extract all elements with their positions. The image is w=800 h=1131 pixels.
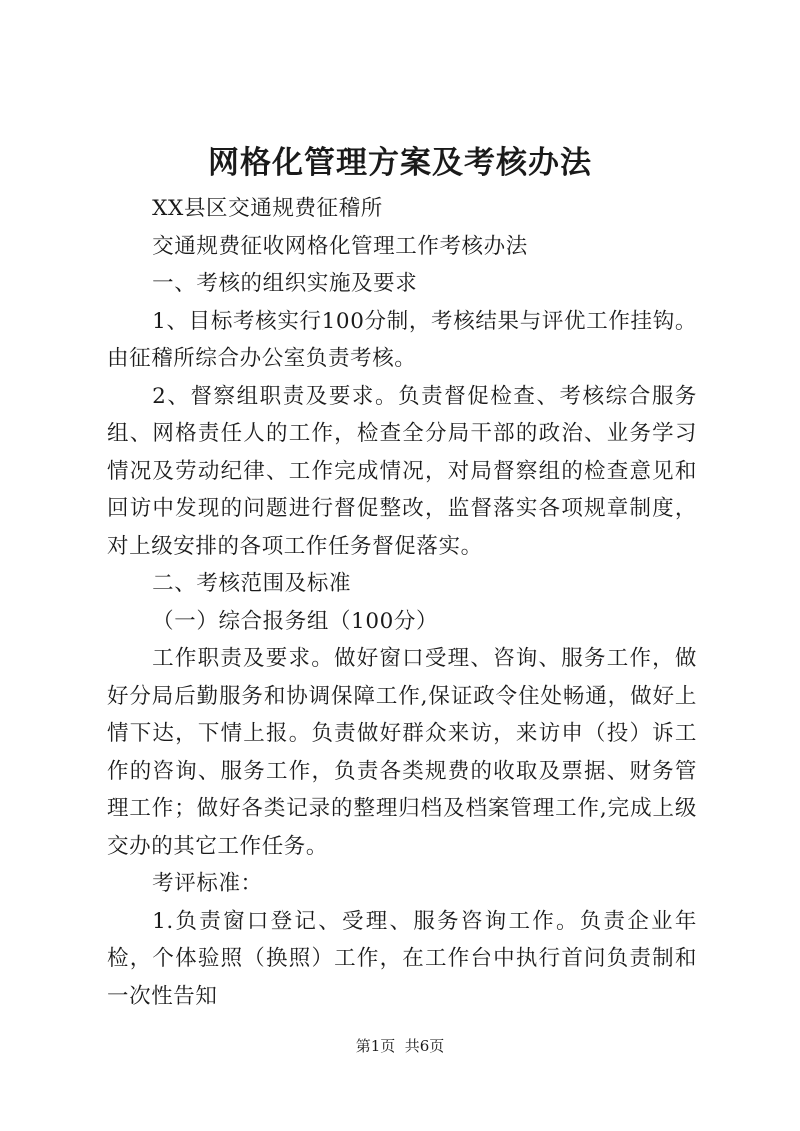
document-body [107,190,697,1015]
paragraph-item-2: 2、督察组职责及要求。负责督促检查、考核综合服务组、网格责任人的工作，检查全分局干部的政治、业务学习情况及劳动纪律、工作完成情况，对局督察组的检查意见和回访中发现的问题进行督促整改，监督落实各项规章制度，对上级安排的各项工作任务督促落实。 [107,383,697,559]
paragraph-criteria-1: 1.负责窗口登记、受理、服务咨询工作。负责企业年检，个体验照（换照）工作，在工作台中执行首问负责制和一次性告知 [107,908,697,1009]
paragraph-duties: 工作职责及要求。做好窗口受理、咨询、服务工作，做好分局后勤服务和协调保障工作,保证政令住处畅通，做好上情下达，下情上报。负责做好群众来访，来访申（投）诉工作的咨询、服务工作，负责各类规费的收取及票据、财务管理工作；做好各类记录的整理归档及档案管理工作,完成上级交办的其它工作任务。 [107,646,697,859]
paragraph-office-name: XX县区交通规费征稽所 [152,196,383,221]
paragraph-item-1: 1、目标考核实行100分制，考核结果与评优工作挂钩。由征稽所综合办公室负责考核。 [107,308,697,371]
page-footer [0,1036,800,1056]
subsection-heading: （一）综合报务组（100分） [152,608,439,634]
paragraph-criteria-label: 考评标准： [152,871,263,896]
section-heading-2: 二、考核范围及标准 [152,571,352,596]
section-heading-1: 一、考核的组织实施及要求 [152,271,418,296]
paragraph-method-title: 交通规费征收网格化管理工作考核办法 [152,233,528,259]
page-number: 第1页 共6页 [355,1037,445,1055]
document-title: 网格化管理方案及考核办法 [208,145,592,181]
